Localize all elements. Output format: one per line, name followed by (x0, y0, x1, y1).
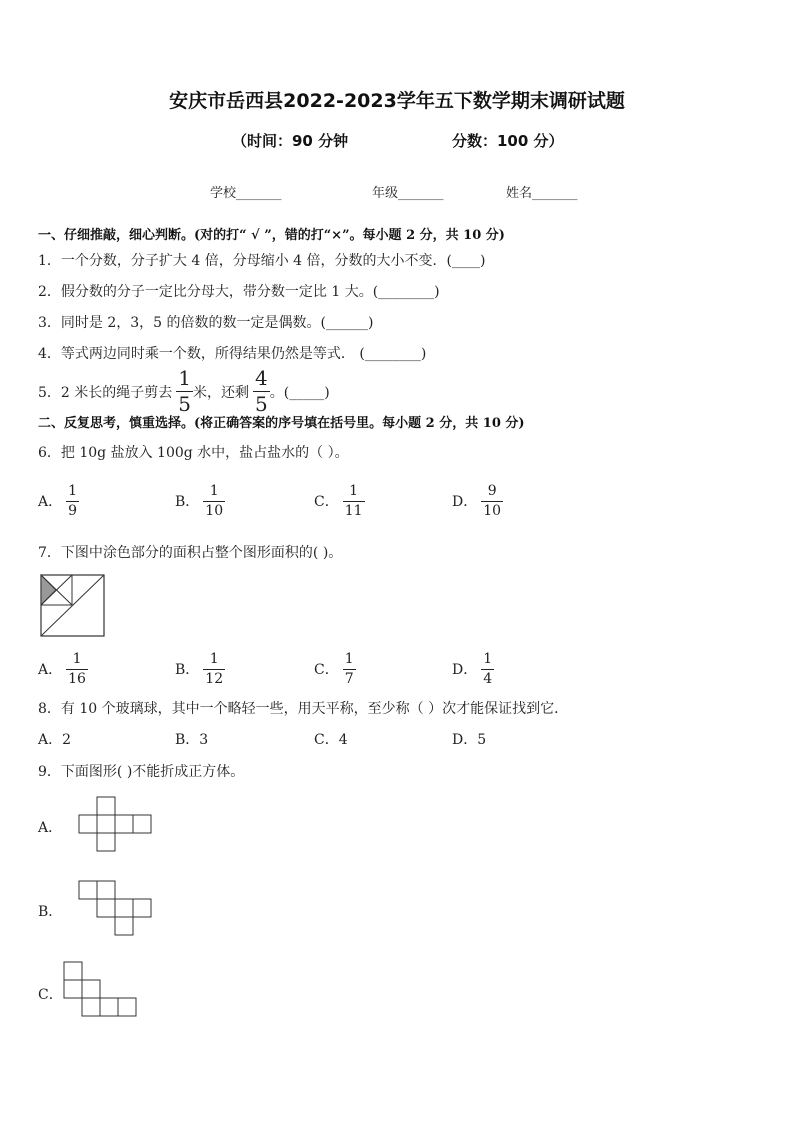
fraction-numerator: 1 (344, 651, 354, 667)
fraction-one-fifth (176, 368, 193, 415)
fraction-bar (343, 501, 365, 502)
option-label: B． (175, 494, 200, 511)
fraction-four-fifths (253, 368, 270, 415)
fraction-bar (343, 669, 356, 670)
q6-option-d[interactable] (452, 484, 503, 518)
page-title: 安庆市岳西县2022-2023学年五下数学期末调研试题 (169, 90, 625, 112)
question-5 (38, 368, 330, 415)
question-5-text-a: 5．2 米长的绳子剪去 (38, 384, 173, 401)
q9-option-b[interactable]: B． (38, 904, 63, 920)
option-fraction (203, 652, 225, 686)
option-fraction (343, 652, 356, 686)
q7-square-figure (40, 574, 106, 638)
question-7: 7．下图中涂色部分的面积占整个图形面积的( )。 (38, 545, 343, 561)
question-5-text-c: 。(_____) (269, 384, 330, 401)
question-1: 1．一个分数，分子扩大 4 倍，分母缩小 4 倍，分数的大小不变．(____) (38, 253, 486, 269)
section-2-heading: 二、反复思考，慎重选择。(将正确答案的序号填在括号里。每小题 2 分，共 10 分) (38, 416, 525, 431)
section-1-heading: 一、仔细推敲，细心判断。(对的打“ √ ”，错的打“×”。每小题 2 分，共 10 分) (38, 228, 505, 243)
q8-option-b[interactable]: B．3 (175, 732, 209, 748)
q8-option-d[interactable]: D．5 (452, 732, 487, 748)
q6-option-b[interactable] (175, 484, 225, 518)
fraction-denominator: 5 (178, 392, 191, 416)
fraction-numerator: 1 (209, 651, 219, 667)
option-label: D． (452, 662, 478, 679)
question-4: 4．等式两边同时乘一个数，所得结果仍然是等式． (________) (38, 346, 427, 362)
score-label: 分数：100 分） (452, 132, 564, 150)
q8-option-c[interactable]: C．4 (314, 732, 348, 748)
question-3: 3．同时是 2，3，5 的倍数的数一定是偶数。(______) (38, 315, 374, 331)
fraction-numerator: 1 (349, 483, 359, 499)
q6-option-a[interactable] (38, 484, 79, 518)
question-6: 6．把 10g 盐放入 100g 水中，盐占盐水的（ ）。 (38, 445, 349, 461)
q9-net-c (63, 961, 137, 1021)
option-label: C． (314, 494, 339, 511)
fraction-numerator: 9 (487, 483, 497, 499)
q9-option-c[interactable]: C． (38, 987, 63, 1003)
option-label: A． (38, 494, 63, 511)
option-fraction (481, 484, 503, 518)
fraction-bar (481, 669, 494, 670)
fraction-numerator: 1 (178, 366, 191, 390)
q7-option-a[interactable] (38, 652, 88, 686)
option-fraction (343, 484, 365, 518)
fraction-numerator: 1 (483, 651, 493, 667)
time-label: （时间：90 分钟 (232, 132, 349, 150)
option-label: C． (314, 662, 339, 679)
fraction-denominator: 12 (205, 670, 224, 687)
option-fraction (481, 652, 494, 686)
q9-net-a (78, 796, 152, 854)
q9-net-b (78, 880, 152, 940)
fraction-bar (66, 669, 88, 670)
option-fraction (66, 484, 79, 518)
fraction-numerator: 1 (209, 483, 219, 499)
fraction-numerator: 1 (72, 651, 82, 667)
option-label: B． (175, 662, 200, 679)
fraction-denominator: 7 (344, 670, 354, 687)
fraction-bar (481, 501, 503, 502)
option-label: D． (452, 494, 478, 511)
question-8: 8．有 10 个玻璃球，其中一个略轻一些，用天平称，至少称（ ）次才能保证找到它． (38, 701, 569, 717)
fraction-denominator: 4 (483, 670, 493, 687)
name-field: 姓名_______ (506, 186, 578, 201)
fraction-numerator: 4 (255, 366, 268, 390)
q6-option-c[interactable] (314, 484, 365, 518)
q7-option-c[interactable] (314, 652, 356, 686)
option-fraction (66, 652, 88, 686)
option-fraction (203, 484, 225, 518)
fraction-denominator: 16 (68, 670, 86, 687)
fraction-denominator: 5 (255, 392, 268, 416)
grade-field: 年级_______ (372, 186, 444, 201)
q8-option-a[interactable]: A．2 (38, 732, 72, 748)
fraction-denominator: 9 (68, 502, 78, 519)
fraction-denominator: 11 (344, 502, 363, 519)
q7-option-b[interactable] (175, 652, 225, 686)
fraction-denominator: 10 (483, 502, 502, 519)
fraction-denominator: 10 (205, 502, 224, 519)
fraction-bar (66, 501, 79, 502)
question-2: 2．假分数的分子一定比分母大，带分数一定比 1 大。(________) (38, 284, 440, 300)
q7-option-d[interactable] (452, 652, 494, 686)
fraction-bar (203, 669, 225, 670)
question-9: 9．下面图形( )不能折成正方体。 (38, 764, 245, 780)
fraction-numerator: 1 (68, 483, 78, 499)
q9-option-a[interactable]: A． (38, 820, 63, 836)
question-5-text-b: 米，还剩 (193, 384, 249, 401)
option-label: A． (38, 662, 63, 679)
fraction-bar (203, 501, 225, 502)
school-field: 学校_______ (210, 186, 282, 201)
